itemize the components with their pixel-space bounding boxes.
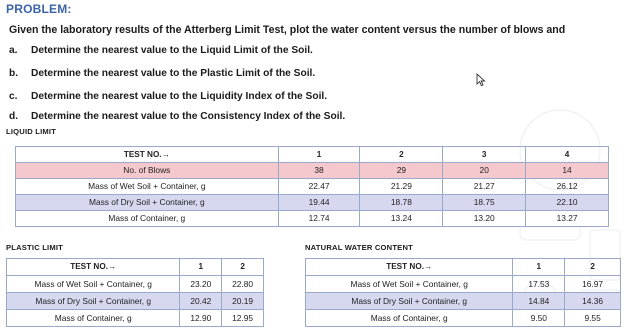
table-row xyxy=(7,276,264,293)
table-cell: 22.10 xyxy=(526,195,609,211)
table-row xyxy=(16,195,609,211)
question-a xyxy=(9,45,313,56)
liquid-limit-label: LIQUID LIMIT xyxy=(6,127,57,136)
question-letter: a. xyxy=(9,45,18,56)
table-cell: 22.47 xyxy=(278,179,360,195)
test-no-label: TEST NO.→ xyxy=(16,147,279,163)
table-cell: 14 xyxy=(526,163,609,179)
natural-water-content-table xyxy=(305,258,621,327)
table-cell: 18.78 xyxy=(360,195,443,211)
table-cell: 21.29 xyxy=(360,179,443,195)
question-d xyxy=(9,111,345,122)
row-label: Mass of Wet Soil + Container, g xyxy=(7,276,180,293)
table-cell: 23.20 xyxy=(180,276,222,293)
table-row xyxy=(7,293,264,310)
table-cell: 29 xyxy=(360,163,443,179)
table-cell: 20 xyxy=(443,163,526,179)
table-cell: 38 xyxy=(278,163,360,179)
row-label: Mass of Dry Soil + Container, g xyxy=(16,195,279,211)
test-number: 4 xyxy=(526,147,609,163)
table-cell: 12.95 xyxy=(222,310,264,327)
question-letter: c. xyxy=(9,91,18,102)
table-cell: 17.53 xyxy=(513,276,565,293)
row-label: Mass of Dry Soil + Container, g xyxy=(7,293,180,310)
question-c xyxy=(9,91,327,102)
table-row xyxy=(306,310,621,327)
table-cell: 13.20 xyxy=(443,211,526,227)
table-row xyxy=(16,163,609,179)
table-row xyxy=(16,211,609,227)
table-header-row xyxy=(7,259,264,276)
table-cell: 20.42 xyxy=(180,293,222,310)
table-cell: 26.12 xyxy=(526,179,609,195)
natural-water-content-label: NATURAL WATER CONTENT xyxy=(305,243,413,252)
question-text: Determine the nearest value to the Consistency Index of the Soil. xyxy=(31,111,346,122)
table-cell: 13.24 xyxy=(360,211,443,227)
row-label: Mass of Container, g xyxy=(7,310,180,327)
row-label: No. of Blows xyxy=(16,163,279,179)
test-number: 2 xyxy=(565,259,621,276)
test-number: 1 xyxy=(278,147,360,163)
test-number: 2 xyxy=(222,259,264,276)
test-number: 1 xyxy=(513,259,565,276)
problem-title: PROBLEM: xyxy=(6,2,72,16)
test-number: 1 xyxy=(180,259,222,276)
plastic-limit-label: PLASTIC LIMIT xyxy=(6,243,64,252)
table-cell: 16.97 xyxy=(565,276,621,293)
table-row xyxy=(306,276,621,293)
table-cell: 20.19 xyxy=(222,293,264,310)
table-cell: 9.50 xyxy=(513,310,565,327)
question-letter: d. xyxy=(9,111,19,122)
table-cell: 18.75 xyxy=(443,195,526,211)
row-label: Mass of Container, g xyxy=(16,211,279,227)
table-header-row xyxy=(306,259,621,276)
table-cell: 12.74 xyxy=(278,211,360,227)
row-label: Mass of Wet Soil + Container, g xyxy=(306,276,513,293)
test-no-label: TEST NO.→ xyxy=(7,259,180,276)
test-number: 2 xyxy=(360,147,443,163)
plastic-limit-table xyxy=(6,258,264,327)
question-text: Determine the nearest value to the Liquid Limit of the Soil. xyxy=(31,45,313,56)
table-row xyxy=(7,310,264,327)
row-label: Mass of Dry Soil + Container, g xyxy=(306,293,513,310)
question-text: Determine the nearest value to the Plastic Limit of the Soil. xyxy=(31,68,316,79)
liquid-limit-table xyxy=(15,146,609,227)
problem-intro: Given the laboratory results of the Atterberg Limit Test, plot the water content versus the number of blows and xyxy=(9,24,566,36)
table-cell: 14.84 xyxy=(513,293,565,310)
table-row xyxy=(306,293,621,310)
test-number: 3 xyxy=(443,147,526,163)
row-label: Mass of Wet Soil + Container, g xyxy=(16,179,279,195)
question-letter: b. xyxy=(9,68,19,79)
table-cell: 19.44 xyxy=(278,195,360,211)
table-cell: 12.90 xyxy=(180,310,222,327)
table-row xyxy=(16,179,609,195)
question-text: Determine the nearest value to the Liquidity Index of the Soil. xyxy=(31,91,328,102)
table-header-row xyxy=(16,147,609,163)
table-cell: 22.80 xyxy=(222,276,264,293)
question-b xyxy=(9,68,315,79)
table-cell: 14.36 xyxy=(565,293,621,310)
row-label: Mass of Container, g xyxy=(306,310,513,327)
table-cell: 21.27 xyxy=(443,179,526,195)
test-no-label: TEST NO.→ xyxy=(306,259,513,276)
mouse-pointer-icon xyxy=(476,73,486,87)
table-cell: 9.55 xyxy=(565,310,621,327)
table-cell: 13.27 xyxy=(526,211,609,227)
